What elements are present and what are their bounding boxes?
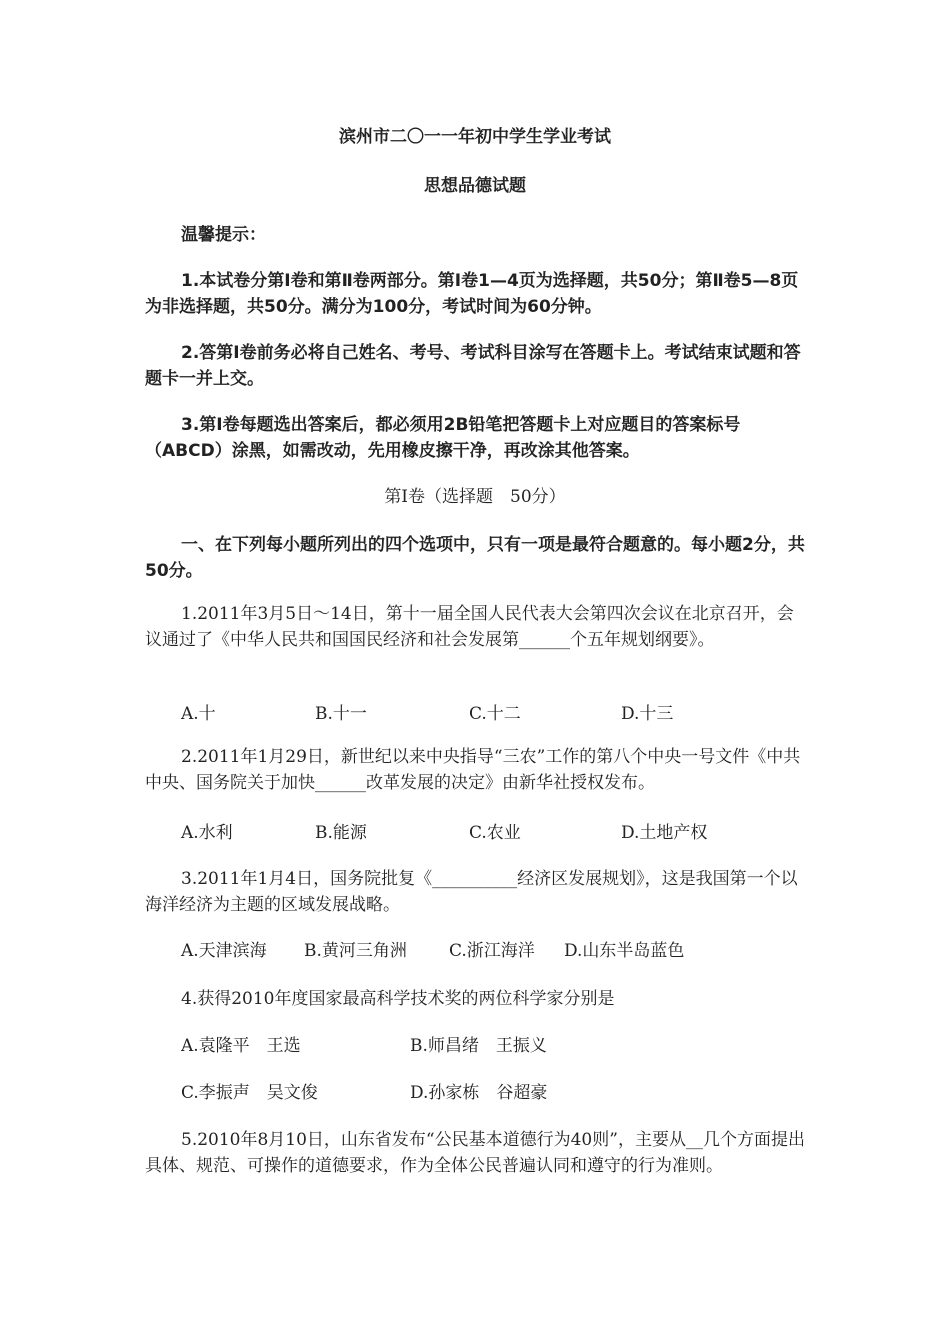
- option-a: A.十: [181, 704, 216, 724]
- option-d: D.孙家栋 谷超豪: [410, 1083, 548, 1103]
- part-instruction: 一、在下列每小题所列出的四个选项中，只有一项是最符合题意的。每小题2分，共50分。: [145, 535, 805, 581]
- option-a: A.天津滨海: [181, 941, 267, 961]
- question-stem: 2.2011年1月29日，新世纪以来中央指导“三农”工作的第八个中央一号文件《中共中央、国务院关于加快______改革发展的决定》由新华社授权发布。: [145, 747, 801, 793]
- question-stem: 3.2011年1月4日，国务院批复《__________经济区发展规划》，这是我国第一个以海洋经济为主题的区域发展战略。: [145, 869, 798, 915]
- notice-item: 1.本试卷分第Ⅰ卷和第Ⅱ卷两部分。第Ⅰ卷1—4页为选择题，共50分；第Ⅱ卷5—8页为非选择题，共50分。满分为100分，考试时间为60分钟。: [145, 271, 799, 317]
- notice-heading: 温馨提示：: [181, 225, 266, 245]
- option-b: B.能源: [315, 823, 367, 843]
- option-a: A.水利: [181, 823, 233, 843]
- exam-title: 滨州市二〇一一年初中学生学业考试: [339, 127, 611, 147]
- exam-subtitle: 思想品德试题: [424, 176, 526, 196]
- question-stem: 5.2010年8月10日，山东省发布“公民基本道德行为40则”，主要从__几个方面提出具体、规范、可操作的道德要求，作为全体公民普遍认同和遵守的行为准则。: [145, 1130, 805, 1176]
- question-stem: 1.2011年3月5日～14日，第十一届全国人民代表大会第四次会议在北京召开，会议通过了《中华人民共和国国民经济和社会发展第______个五年规划纲要》。: [145, 604, 794, 650]
- option-b: B.师昌绪 王振义: [410, 1036, 547, 1056]
- notice-item: 3.第Ⅰ卷每题选出答案后，都必须用2B铅笔把答题卡上对应题目的答案标号（ABCD）涂黑，如需改动，先用橡皮擦干净，再改涂其他答案。: [145, 415, 741, 461]
- option-a: A.袁隆平 王选: [181, 1036, 301, 1056]
- notice-item: 2.答第Ⅰ卷前务必将自己姓名、考号、考试科目涂写在答题卡上。考试结束试题和答题卡一并上交。: [145, 343, 801, 389]
- option-c: C.浙江海洋: [449, 941, 535, 961]
- option-c: C.十二: [469, 704, 521, 724]
- option-d: D.土地产权: [621, 823, 708, 843]
- option-d: D.十三: [621, 704, 674, 724]
- section-title: 第Ⅰ卷（选择题 50分）: [384, 487, 566, 507]
- option-c: C.农业: [469, 823, 521, 843]
- question-stem: 4.获得2010年度国家最高科学技术奖的两位科学家分别是: [181, 989, 615, 1009]
- option-d: D.山东半岛蓝色: [564, 941, 685, 961]
- option-b: B.黄河三角洲: [304, 941, 407, 961]
- option-b: B.十一: [315, 704, 367, 724]
- option-c: C.李振声 吴文俊: [181, 1083, 318, 1103]
